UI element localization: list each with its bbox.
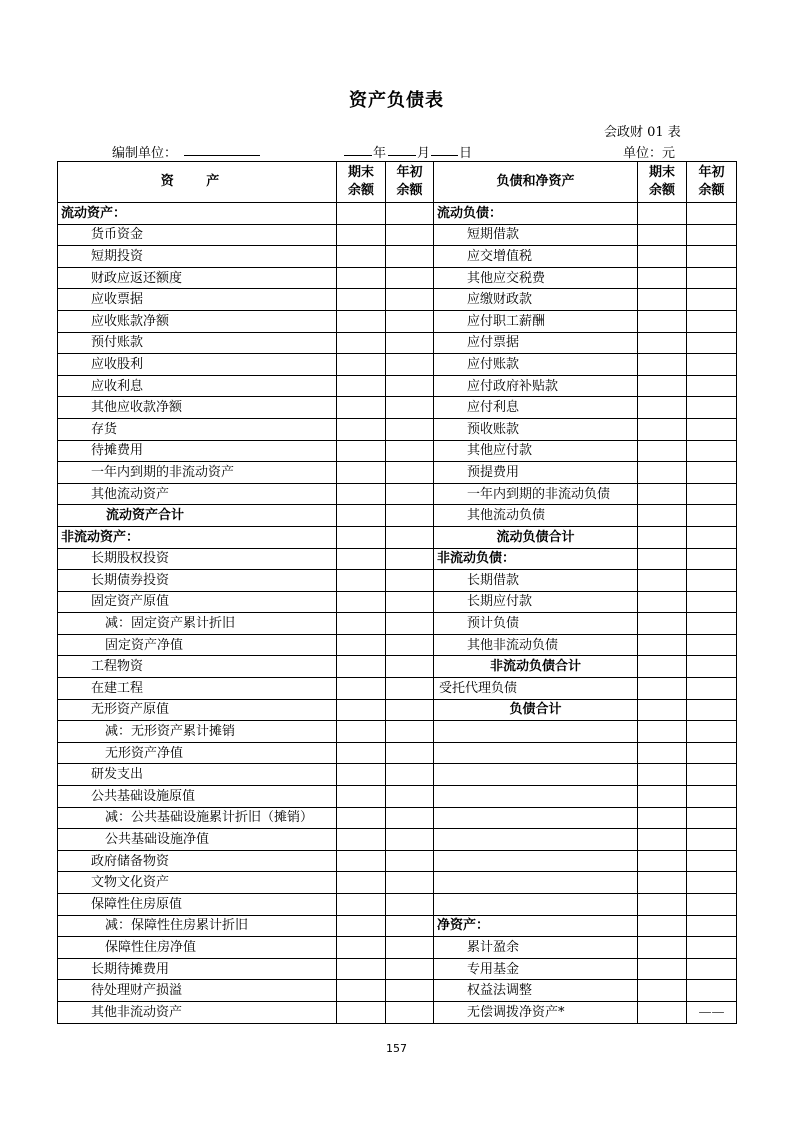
page-number: 157 [386, 1042, 407, 1055]
liability-begin-balance-cell[interactable] [687, 267, 737, 289]
liability-end-balance-cell[interactable] [638, 958, 687, 980]
asset-begin-balance-cell[interactable] [386, 1001, 434, 1023]
asset-end-balance-cell[interactable] [337, 807, 386, 829]
asset-end-balance-cell[interactable] [337, 915, 386, 937]
liability-item-label: 非流动负债合计 [434, 656, 638, 678]
table-row [58, 267, 737, 289]
table-header-row [58, 162, 737, 203]
asset-begin-balance-cell[interactable] [386, 203, 434, 225]
asset-item-label: 短期投资 [58, 246, 337, 268]
liability-end-balance-cell[interactable] [638, 656, 687, 678]
liability-begin-balance-cell[interactable] [687, 980, 737, 1002]
liability-item-label: 非流动负债： [434, 548, 638, 570]
asset-end-balance-cell[interactable] [337, 678, 386, 700]
liability-end-balance-cell[interactable] [638, 786, 687, 808]
asset-item-label: 一年内到期的非流动资产 [58, 462, 337, 484]
liability-begin-balance-cell[interactable] [687, 375, 737, 397]
liability-begin-balance-cell[interactable] [687, 591, 737, 613]
asset-item-label: 待摊费用 [58, 440, 337, 462]
month-label: 月 [417, 146, 431, 161]
asset-item-label: 财政应返还额度 [58, 267, 337, 289]
asset-begin-balance-cell[interactable] [386, 850, 434, 872]
asset-end-balance-cell[interactable] [337, 699, 386, 721]
liability-end-balance-cell[interactable] [638, 591, 687, 613]
liability-item-label: 专用基金 [434, 958, 638, 980]
asset-begin-balance-cell[interactable] [386, 699, 434, 721]
end-balance-header-assets: 期末 余额 [337, 162, 386, 203]
table-row [58, 354, 737, 376]
liability-item-label [434, 894, 638, 916]
asset-end-balance-cell[interactable] [337, 203, 386, 225]
asset-begin-balance-cell[interactable] [386, 937, 434, 959]
liability-item-label: 累计盈余 [434, 937, 638, 959]
liability-begin-balance-cell[interactable] [687, 786, 737, 808]
liability-item-label: 流动负债合计 [434, 526, 638, 548]
asset-item-label: 工程物资 [58, 656, 337, 678]
liability-item-label: 预计负债 [434, 613, 638, 635]
liability-begin-balance-cell[interactable] [687, 634, 737, 656]
table-row [58, 1001, 737, 1023]
table-row [58, 958, 737, 980]
table-row [58, 591, 737, 613]
asset-end-balance-cell[interactable] [337, 267, 386, 289]
asset-end-balance-cell[interactable] [337, 829, 386, 851]
end-balance-header-liabilities: 期末 余额 [638, 162, 687, 203]
table-row [58, 937, 737, 959]
table-row [58, 483, 737, 505]
asset-end-balance-cell[interactable] [337, 570, 386, 592]
liability-item-label: 一年内到期的非流动负债 [434, 483, 638, 505]
liability-begin-balance-cell[interactable]: —— [687, 1001, 737, 1023]
liability-end-balance-cell[interactable] [638, 483, 687, 505]
liability-end-balance-cell[interactable] [638, 829, 687, 851]
table-row [58, 786, 737, 808]
liability-begin-balance-cell[interactable] [687, 354, 737, 376]
asset-end-balance-cell[interactable] [337, 289, 386, 311]
liability-item-label: 应付账款 [434, 354, 638, 376]
liability-end-balance-cell[interactable] [638, 1001, 687, 1023]
table-row [58, 721, 737, 743]
liability-begin-balance-cell[interactable] [687, 742, 737, 764]
liability-end-balance-cell[interactable] [638, 764, 687, 786]
assets-header: 资 产 [58, 162, 337, 203]
asset-begin-balance-cell[interactable] [386, 483, 434, 505]
asset-begin-balance-cell[interactable] [386, 894, 434, 916]
asset-item-label: 应收票据 [58, 289, 337, 311]
asset-begin-balance-cell[interactable] [386, 634, 434, 656]
asset-item-label: 预付账款 [58, 332, 337, 354]
asset-item-label: 待处理财产损溢 [58, 980, 337, 1002]
asset-item-label: 应收账款净额 [58, 310, 337, 332]
asset-item-label: 应收利息 [58, 375, 337, 397]
asset-end-balance-cell[interactable] [337, 483, 386, 505]
asset-begin-balance-cell[interactable] [386, 397, 434, 419]
liability-end-balance-cell[interactable] [638, 742, 687, 764]
liability-item-label [434, 872, 638, 894]
liability-item-label: 长期借款 [434, 570, 638, 592]
liability-item-label: 负债合计 [434, 699, 638, 721]
liability-begin-balance-cell[interactable] [687, 289, 737, 311]
liability-item-label: 受托代理负债 [434, 678, 638, 700]
table-row [58, 915, 737, 937]
liability-item-label: 应交增值税 [434, 246, 638, 268]
asset-end-balance-cell[interactable] [337, 721, 386, 743]
asset-end-balance-cell[interactable] [337, 937, 386, 959]
liability-item-label: 应付利息 [434, 397, 638, 419]
liabilities-header: 负债和净资产 [434, 162, 638, 203]
liability-item-label [434, 742, 638, 764]
asset-end-balance-cell[interactable] [337, 418, 386, 440]
liability-end-balance-cell[interactable] [638, 526, 687, 548]
asset-begin-balance-cell[interactable] [386, 332, 434, 354]
liability-begin-balance-cell[interactable] [687, 850, 737, 872]
asset-end-balance-cell[interactable] [337, 526, 386, 548]
unit-label: 编制单位： [112, 146, 178, 161]
asset-begin-balance-cell[interactable] [386, 505, 434, 527]
table-row [58, 332, 737, 354]
begin-balance-header-liabilities: 年初 余额 [687, 162, 737, 203]
asset-end-balance-cell[interactable] [337, 872, 386, 894]
liability-begin-balance-cell[interactable] [687, 397, 737, 419]
asset-item-label: 存货 [58, 418, 337, 440]
liability-end-balance-cell[interactable] [638, 678, 687, 700]
liability-item-label: 预提费用 [434, 462, 638, 484]
liability-begin-balance-cell[interactable] [687, 526, 737, 548]
table-row [58, 980, 737, 1002]
liability-end-balance-cell[interactable] [638, 354, 687, 376]
asset-end-balance-cell[interactable] [337, 958, 386, 980]
table-row [58, 850, 737, 872]
liability-end-balance-cell[interactable] [638, 613, 687, 635]
liability-end-balance-cell[interactable] [638, 440, 687, 462]
liability-item-label: 其他应付款 [434, 440, 638, 462]
liability-item-label: 应付职工薪酬 [434, 310, 638, 332]
table-row [58, 246, 737, 268]
asset-item-label: 非流动资产： [58, 526, 337, 548]
table-row [58, 570, 737, 592]
asset-begin-balance-cell[interactable] [386, 289, 434, 311]
liability-item-label: 无偿调拨净资产* [434, 1001, 638, 1023]
liability-begin-balance-cell[interactable] [687, 678, 737, 700]
liability-begin-balance-cell[interactable] [687, 937, 737, 959]
asset-end-balance-cell[interactable] [337, 505, 386, 527]
asset-item-label: 减：固定资产累计折旧 [58, 613, 337, 635]
asset-end-balance-cell[interactable] [337, 224, 386, 246]
asset-item-label: 文物文化资产 [58, 872, 337, 894]
asset-item-label: 减：无形资产累计摊销 [58, 721, 337, 743]
liability-item-label [434, 850, 638, 872]
liability-end-balance-cell[interactable] [638, 505, 687, 527]
currency-unit: 单位：元 [623, 146, 676, 161]
asset-item-label: 减：公共基础设施累计折旧（摊销） [58, 807, 337, 829]
asset-item-label: 流动资产： [58, 203, 337, 225]
table-row [58, 678, 737, 700]
asset-begin-balance-cell[interactable] [386, 548, 434, 570]
asset-item-label: 其他流动资产 [58, 483, 337, 505]
asset-begin-balance-cell[interactable] [386, 224, 434, 246]
asset-begin-balance-cell[interactable] [386, 570, 434, 592]
year-label: 年 [373, 146, 387, 161]
liability-item-label [434, 807, 638, 829]
liability-begin-balance-cell[interactable] [687, 224, 737, 246]
liability-item-label: 应付票据 [434, 332, 638, 354]
liability-begin-balance-cell[interactable] [687, 310, 737, 332]
day-label: 日 [459, 146, 473, 161]
begin-balance-header-assets: 年初 余额 [386, 162, 434, 203]
liability-begin-balance-cell[interactable] [687, 915, 737, 937]
liability-begin-balance-cell[interactable] [687, 418, 737, 440]
table-row [58, 764, 737, 786]
liability-end-balance-cell[interactable] [638, 375, 687, 397]
asset-item-label: 长期待摊费用 [58, 958, 337, 980]
asset-end-balance-cell[interactable] [337, 332, 386, 354]
table-row [58, 829, 737, 851]
liability-end-balance-cell[interactable] [638, 937, 687, 959]
liability-begin-balance-cell[interactable] [687, 440, 737, 462]
liability-end-balance-cell[interactable] [638, 548, 687, 570]
asset-item-label: 其他应收款净额 [58, 397, 337, 419]
liability-item-label: 预收账款 [434, 418, 638, 440]
asset-end-balance-cell[interactable] [337, 656, 386, 678]
asset-item-label: 政府储备物资 [58, 850, 337, 872]
liability-begin-balance-cell[interactable] [687, 613, 737, 635]
asset-begin-balance-cell[interactable] [386, 526, 434, 548]
liability-end-balance-cell[interactable] [638, 850, 687, 872]
liability-end-balance-cell[interactable] [638, 418, 687, 440]
liability-end-balance-cell[interactable] [638, 267, 687, 289]
asset-begin-balance-cell[interactable] [386, 872, 434, 894]
table-row [58, 872, 737, 894]
liability-item-label: 长期应付款 [434, 591, 638, 613]
liability-end-balance-cell[interactable] [638, 289, 687, 311]
liability-end-balance-cell[interactable] [638, 224, 687, 246]
table-body [58, 203, 737, 1024]
liability-item-label: 权益法调整 [434, 980, 638, 1002]
asset-item-label: 固定资产原值 [58, 591, 337, 613]
asset-item-label: 研发支出 [58, 764, 337, 786]
liability-begin-balance-cell[interactable] [687, 246, 737, 268]
liability-end-balance-cell[interactable] [638, 203, 687, 225]
asset-end-balance-cell[interactable] [337, 354, 386, 376]
asset-begin-balance-cell[interactable] [386, 375, 434, 397]
asset-begin-balance-cell[interactable] [386, 915, 434, 937]
liability-end-balance-cell[interactable] [638, 634, 687, 656]
liability-begin-balance-cell[interactable] [687, 829, 737, 851]
balance-sheet-table [57, 161, 737, 1024]
asset-begin-balance-cell[interactable] [386, 786, 434, 808]
asset-begin-balance-cell[interactable] [386, 462, 434, 484]
asset-begin-balance-cell[interactable] [386, 440, 434, 462]
asset-end-balance-cell[interactable] [337, 310, 386, 332]
liability-item-label: 流动负债： [434, 203, 638, 225]
asset-end-balance-cell[interactable] [337, 850, 386, 872]
asset-begin-balance-cell[interactable] [386, 958, 434, 980]
asset-item-label: 无形资产净值 [58, 742, 337, 764]
liability-end-balance-cell[interactable] [638, 246, 687, 268]
asset-end-balance-cell[interactable] [337, 980, 386, 1002]
asset-item-label: 固定资产净值 [58, 634, 337, 656]
table-row [58, 310, 737, 332]
liability-end-balance-cell[interactable] [638, 894, 687, 916]
asset-begin-balance-cell[interactable] [386, 418, 434, 440]
asset-end-balance-cell[interactable] [337, 1001, 386, 1023]
liability-begin-balance-cell[interactable] [687, 548, 737, 570]
table-row [58, 894, 737, 916]
asset-begin-balance-cell[interactable] [386, 310, 434, 332]
liability-begin-balance-cell[interactable] [687, 332, 737, 354]
asset-end-balance-cell[interactable] [337, 894, 386, 916]
asset-begin-balance-cell[interactable] [386, 678, 434, 700]
asset-begin-balance-cell[interactable] [386, 721, 434, 743]
asset-item-label: 公共基础设施原值 [58, 786, 337, 808]
liability-item-label: 其他流动负债 [434, 505, 638, 527]
liability-begin-balance-cell[interactable] [687, 721, 737, 743]
asset-end-balance-cell[interactable] [337, 548, 386, 570]
liability-end-balance-cell[interactable] [638, 807, 687, 829]
liability-item-label: 其他应交税费 [434, 267, 638, 289]
asset-item-label: 公共基础设施净值 [58, 829, 337, 851]
asset-end-balance-cell[interactable] [337, 375, 386, 397]
liability-begin-balance-cell[interactable] [687, 699, 737, 721]
liability-end-balance-cell[interactable] [638, 310, 687, 332]
meta-row [0, 142, 793, 160]
asset-end-balance-cell[interactable] [337, 397, 386, 419]
asset-item-label: 保障性住房净值 [58, 937, 337, 959]
liability-item-label: 应付政府补贴款 [434, 375, 638, 397]
asset-item-label: 无形资产原值 [58, 699, 337, 721]
table-row [58, 375, 737, 397]
table-row [58, 742, 737, 764]
table-row [58, 203, 737, 225]
table-row [58, 613, 737, 635]
asset-begin-balance-cell[interactable] [386, 764, 434, 786]
liability-end-balance-cell[interactable] [638, 570, 687, 592]
liability-begin-balance-cell[interactable] [687, 872, 737, 894]
asset-end-balance-cell[interactable] [337, 613, 386, 635]
liability-begin-balance-cell[interactable] [687, 656, 737, 678]
liability-begin-balance-cell[interactable] [687, 203, 737, 225]
table-row [58, 807, 737, 829]
table-row [58, 462, 737, 484]
asset-end-balance-cell[interactable] [337, 591, 386, 613]
asset-begin-balance-cell[interactable] [386, 980, 434, 1002]
liability-item-label: 应缴财政款 [434, 289, 638, 311]
asset-end-balance-cell[interactable] [337, 246, 386, 268]
asset-end-balance-cell[interactable] [337, 440, 386, 462]
asset-item-label: 应收股利 [58, 354, 337, 376]
liability-begin-balance-cell[interactable] [687, 570, 737, 592]
liability-begin-balance-cell[interactable] [687, 505, 737, 527]
liability-end-balance-cell[interactable] [638, 721, 687, 743]
table-row [58, 440, 737, 462]
asset-end-balance-cell[interactable] [337, 786, 386, 808]
table-row [58, 634, 737, 656]
liability-item-label [434, 786, 638, 808]
asset-item-label: 货币资金 [58, 224, 337, 246]
table-row [58, 289, 737, 311]
asset-end-balance-cell[interactable] [337, 634, 386, 656]
liability-item-label: 短期借款 [434, 224, 638, 246]
asset-begin-balance-cell[interactable] [386, 656, 434, 678]
asset-end-balance-cell[interactable] [337, 462, 386, 484]
liability-begin-balance-cell[interactable] [687, 462, 737, 484]
table-row [58, 418, 737, 440]
liability-end-balance-cell[interactable] [638, 980, 687, 1002]
liability-begin-balance-cell[interactable] [687, 764, 737, 786]
asset-begin-balance-cell[interactable] [386, 354, 434, 376]
asset-end-balance-cell[interactable] [337, 742, 386, 764]
liability-begin-balance-cell[interactable] [687, 483, 737, 505]
table-row [58, 548, 737, 570]
table-row [58, 526, 737, 548]
liability-end-balance-cell[interactable] [638, 397, 687, 419]
liability-item-label [434, 829, 638, 851]
asset-item-label: 保障性住房原值 [58, 894, 337, 916]
liability-end-balance-cell[interactable] [638, 915, 687, 937]
liability-end-balance-cell[interactable] [638, 699, 687, 721]
liability-item-label [434, 764, 638, 786]
asset-begin-balance-cell[interactable] [386, 742, 434, 764]
asset-end-balance-cell[interactable] [337, 764, 386, 786]
asset-item-label: 减：保障性住房累计折旧 [58, 915, 337, 937]
table-row [58, 224, 737, 246]
asset-begin-balance-cell[interactable] [386, 591, 434, 613]
document-title: 资产负债表 [349, 90, 444, 111]
asset-begin-balance-cell[interactable] [386, 267, 434, 289]
liability-begin-balance-cell[interactable] [687, 807, 737, 829]
asset-begin-balance-cell[interactable] [386, 829, 434, 851]
asset-item-label: 长期股权投资 [58, 548, 337, 570]
liability-begin-balance-cell[interactable] [687, 958, 737, 980]
asset-item-label: 流动资产合计 [58, 505, 337, 527]
table-row [58, 656, 737, 678]
asset-item-label: 其他非流动资产 [58, 1001, 337, 1023]
liability-begin-balance-cell[interactable] [687, 894, 737, 916]
asset-begin-balance-cell[interactable] [386, 807, 434, 829]
asset-item-label: 长期债券投资 [58, 570, 337, 592]
form-number: 会政财 01 表 [604, 125, 681, 140]
liability-item-label [434, 721, 638, 743]
table-row [58, 397, 737, 419]
liability-item-label: 其他非流动负债 [434, 634, 638, 656]
table-row [58, 699, 737, 721]
asset-begin-balance-cell[interactable] [386, 246, 434, 268]
asset-begin-balance-cell[interactable] [386, 613, 434, 635]
liability-end-balance-cell[interactable] [638, 332, 687, 354]
liability-end-balance-cell[interactable] [638, 462, 687, 484]
liability-item-label: 净资产： [434, 915, 638, 937]
table-row [58, 505, 737, 527]
asset-item-label: 在建工程 [58, 678, 337, 700]
liability-end-balance-cell[interactable] [638, 872, 687, 894]
